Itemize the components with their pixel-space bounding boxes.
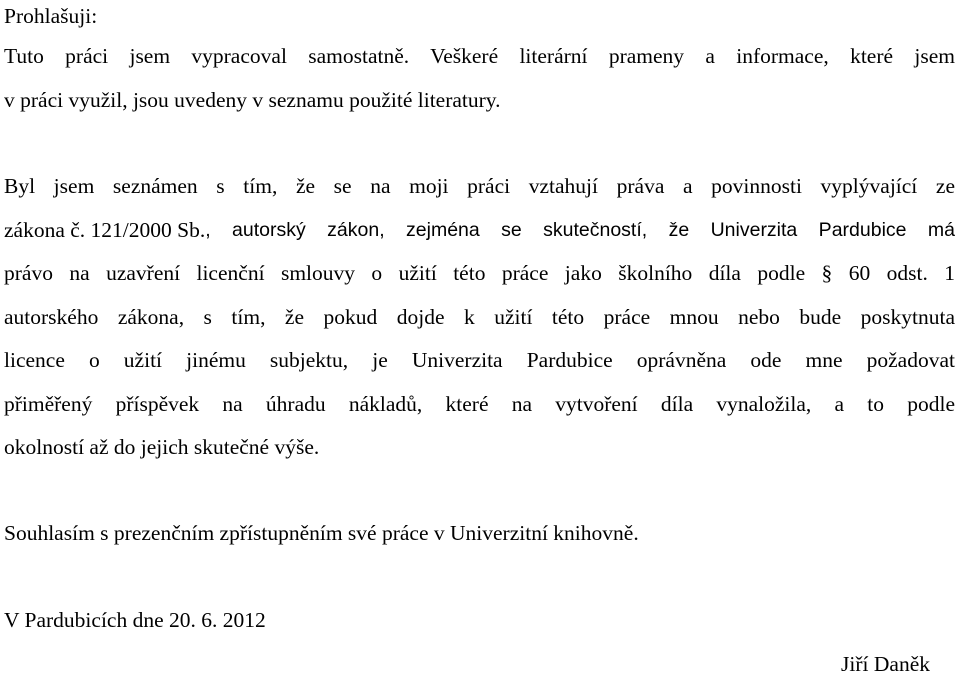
paragraph-line-mixed (4, 209, 955, 253)
paragraph-line: licence o užití jinému subjektu, je Univerzita Pardubice oprávněna ode mne požadovat (4, 348, 955, 372)
paragraph-line: Souhlasím s prezenčním zpřístupněním své práce v Univerzitní knihovně. (4, 521, 639, 545)
author-signature: Jiří Daněk (841, 652, 930, 676)
paragraph-line: Tuto práci jsem vypracoval samostatně. Veškeré literární prameny a informace, které jsem (4, 44, 955, 68)
paragraph-line: přiměřený příspěvek na úhradu nákladů, které na vytvoření díla vynaložila, a to podle (4, 391, 955, 416)
paragraph-line: autorského zákona, s tím, že pokud dojde k užití této práce mnou nebo bude poskytnuta (4, 304, 955, 329)
declaration-heading: Prohlašuji: (4, 4, 98, 28)
paragraph-consent (4, 512, 639, 556)
paragraph-line: právo na uzavření licenční smlouvy o užití této práce jako školního díla podle § 60 odst. 1 (4, 261, 955, 285)
place-and-date: V Pardubicích dne 20. 6. 2012 (4, 608, 266, 632)
law-reference: zákona č. 121/2000 Sb. (4, 217, 206, 242)
paragraph-line: Byl jsem seznámen s tím, že se na moji práci vztahují práva a povinnosti vyplývající ze (4, 174, 955, 198)
law-description: , autorský zákon, zejména se skutečností, že Univerzita Pardubice má (205, 218, 955, 241)
paragraph-line: okolností až do jejich skutečné výše. (4, 435, 320, 459)
date-line (4, 599, 266, 643)
paragraph-authorship (4, 35, 955, 122)
paragraph-line: v práci využil, jsou uvedeny v seznamu použité literatury. (4, 87, 501, 112)
paragraph-license (4, 165, 955, 470)
